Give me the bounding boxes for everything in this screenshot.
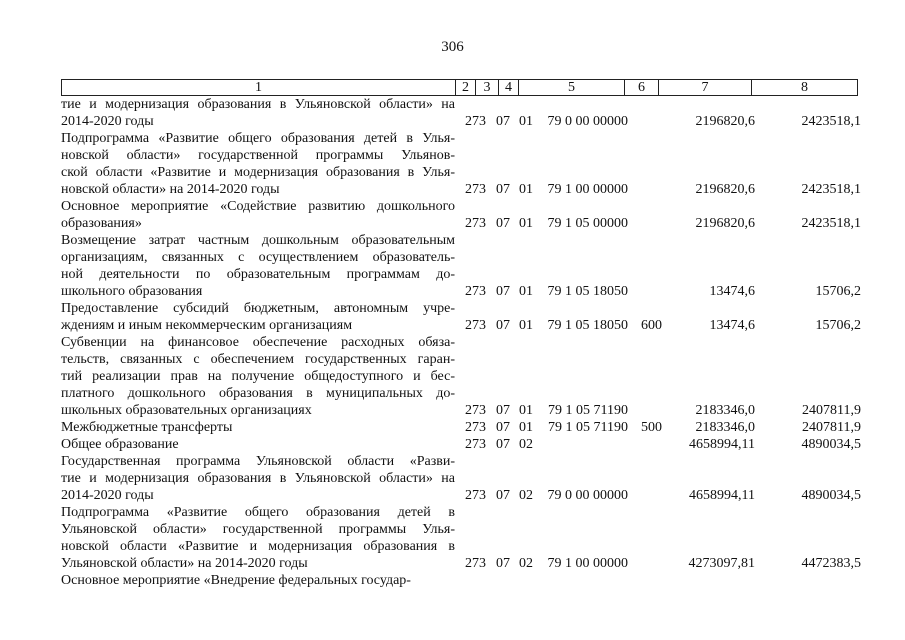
cell-col-5: 79 1 00 00000 xyxy=(547,556,628,571)
description-line: организациям, связанных с осуществлением образователь- xyxy=(61,250,455,265)
cell-col-5: 79 1 05 71190 xyxy=(548,420,628,435)
row-description xyxy=(61,334,455,419)
table-row xyxy=(61,504,861,572)
cell-col-4: 01 xyxy=(519,284,533,299)
cell-col-4: 02 xyxy=(519,488,533,503)
column-header-6: 6 xyxy=(625,80,659,96)
cell-col-3: 07 xyxy=(496,556,510,571)
row-description xyxy=(61,130,455,198)
cell-col-8: 4472383,5 xyxy=(801,556,861,571)
cell-col-3: 07 xyxy=(496,182,510,197)
cell-col-8: 2423518,1 xyxy=(801,114,861,129)
description-line: ской области «Развитие и модернизация образования в Улья- xyxy=(61,165,455,180)
cell-col-3: 07 xyxy=(496,420,510,435)
cell-col-2: 273 xyxy=(465,182,486,197)
cell-col-8: 15706,2 xyxy=(815,318,861,333)
description-line: Межбюджетные трансферты xyxy=(61,420,233,435)
row-description xyxy=(61,198,455,232)
cell-col-8: 2407811,9 xyxy=(802,403,861,418)
table-row xyxy=(61,453,861,504)
table-row xyxy=(61,436,861,453)
column-header-8: 8 xyxy=(752,80,858,96)
description-line: ждениям и иным некоммерческим организациям xyxy=(61,318,353,333)
column-header-7: 7 xyxy=(659,80,752,96)
cell-col-3: 07 xyxy=(496,488,510,503)
description-line: Государственная программа Ульяновской области «Разви- xyxy=(61,454,455,469)
cell-col-5: 79 1 05 18050 xyxy=(547,284,628,299)
description-line: Ульяновской области» государственной программы Улья- xyxy=(61,522,455,537)
cell-col-8: 15706,2 xyxy=(815,284,861,299)
cell-col-3: 07 xyxy=(496,318,510,333)
cell-col-4: 01 xyxy=(519,420,533,435)
description-line: школьного образования xyxy=(61,284,203,299)
description-line: Субвенции на финансовое обеспечение расходных обяза- xyxy=(61,335,455,350)
table-row xyxy=(61,334,861,419)
row-description xyxy=(61,232,455,300)
description-line: новской области» на 2014-2020 годы xyxy=(61,182,280,197)
cell-col-5: 79 1 05 00000 xyxy=(547,216,628,231)
cell-col-7: 4273097,81 xyxy=(688,556,755,571)
description-line: Общее образование xyxy=(61,437,179,452)
description-line: 2014-2020 годы xyxy=(61,488,154,503)
cell-col-8: 4890034,5 xyxy=(801,488,861,503)
cell-col-4: 01 xyxy=(519,182,533,197)
column-header-4: 4 xyxy=(499,80,519,96)
cell-col-7: 4658994,11 xyxy=(689,437,755,452)
cell-col-6: 600 xyxy=(641,318,662,333)
column-header-1: 1 xyxy=(62,80,456,96)
description-line: ной деятельности по образовательным программам до- xyxy=(61,267,455,282)
cell-col-2: 273 xyxy=(465,556,486,571)
description-line: Возмещение затрат частным дошкольным образовательным xyxy=(61,233,455,248)
table-row xyxy=(61,232,861,300)
cell-col-7: 2196820,6 xyxy=(695,114,755,129)
cell-col-5: 79 0 00 00000 xyxy=(547,114,628,129)
cell-col-8: 4890034,5 xyxy=(801,437,861,452)
cell-col-3: 07 xyxy=(496,284,510,299)
description-line: Подпрограмма «Развитие общего образования детей в Улья- xyxy=(61,131,455,146)
row-description xyxy=(61,96,455,130)
description-line: тие и модернизация образования в Ульяновской области» на xyxy=(61,97,455,112)
description-line: 2014-2020 годы xyxy=(61,114,154,129)
table-row xyxy=(61,419,861,436)
budget-table-body xyxy=(61,96,861,589)
cell-col-3: 07 xyxy=(496,403,510,418)
cell-col-2: 273 xyxy=(465,488,486,503)
description-line: тие и модернизация образования в Ульяновской области» на xyxy=(61,471,455,486)
table-row xyxy=(61,300,861,334)
cell-col-5: 79 1 05 71190 xyxy=(548,403,628,418)
description-line: Подпрограмма «Развитие общего образования детей в xyxy=(61,505,455,520)
cell-col-2: 273 xyxy=(465,403,486,418)
description-line: Предоставление субсидий бюджетным, автономным учре- xyxy=(61,301,455,316)
cell-col-2: 273 xyxy=(465,114,486,129)
cell-col-7: 2183346,0 xyxy=(695,403,755,418)
cell-col-5: 79 1 05 18050 xyxy=(547,318,628,333)
cell-col-4: 01 xyxy=(519,318,533,333)
description-line: школьных образовательных организациях xyxy=(61,403,312,418)
row-description xyxy=(61,436,455,453)
cell-col-7: 13474,6 xyxy=(709,318,755,333)
cell-col-7: 2196820,6 xyxy=(695,182,755,197)
cell-col-7: 13474,6 xyxy=(709,284,755,299)
description-line: новской области» государственной программы Ульянов- xyxy=(61,148,455,163)
description-line: тий реализации прав на получение общедоступного и бес- xyxy=(61,369,455,384)
description-line: новской области «Развитие и модернизация образования в xyxy=(61,539,455,554)
cell-col-7: 4658994,11 xyxy=(689,488,755,503)
column-header-5: 5 xyxy=(519,80,625,96)
cell-col-4: 01 xyxy=(519,114,533,129)
cell-col-2: 273 xyxy=(465,437,486,452)
row-description xyxy=(61,572,455,589)
row-description xyxy=(61,453,455,504)
column-header-2: 2 xyxy=(456,80,476,96)
row-description xyxy=(61,504,455,572)
cell-col-4: 02 xyxy=(519,437,533,452)
table-row xyxy=(61,130,861,198)
row-description xyxy=(61,419,455,436)
table-row xyxy=(61,198,861,232)
cell-col-6: 500 xyxy=(641,420,662,435)
cell-col-7: 2196820,6 xyxy=(695,216,755,231)
description-line: Основное мероприятие «Внедрение федеральных государ- xyxy=(61,573,411,588)
cell-col-8: 2407811,9 xyxy=(802,420,861,435)
cell-col-4: 02 xyxy=(519,556,533,571)
cell-col-3: 07 xyxy=(496,216,510,231)
cell-col-8: 2423518,1 xyxy=(801,216,861,231)
table-row xyxy=(61,96,861,130)
description-line: образования» xyxy=(61,216,142,231)
cell-col-5: 79 0 00 00000 xyxy=(547,488,628,503)
cell-col-8: 2423518,1 xyxy=(801,182,861,197)
cell-col-3: 07 xyxy=(496,437,510,452)
cell-col-4: 01 xyxy=(519,216,533,231)
description-line: Основное мероприятие «Содействие развитию дошкольного xyxy=(61,199,455,214)
description-line: платного дошкольного образования в муниципальных до- xyxy=(61,386,455,401)
page-number: 306 xyxy=(441,39,464,55)
cell-col-5: 79 1 00 00000 xyxy=(547,182,628,197)
description-line: Ульяновской области» на 2014-2020 годы xyxy=(61,556,308,571)
cell-col-2: 273 xyxy=(465,420,486,435)
description-line: тельств, связанных с обеспечением государственных гаран- xyxy=(61,352,455,367)
cell-col-2: 273 xyxy=(465,216,486,231)
column-header-3: 3 xyxy=(476,80,499,96)
cell-col-2: 273 xyxy=(465,284,486,299)
cell-col-3: 07 xyxy=(496,114,510,129)
column-header-row xyxy=(61,79,858,96)
cell-col-2: 273 xyxy=(465,318,486,333)
cell-col-7: 2183346,0 xyxy=(695,420,755,435)
row-description xyxy=(61,300,455,334)
cell-col-4: 01 xyxy=(519,403,533,418)
table-row xyxy=(61,572,861,589)
